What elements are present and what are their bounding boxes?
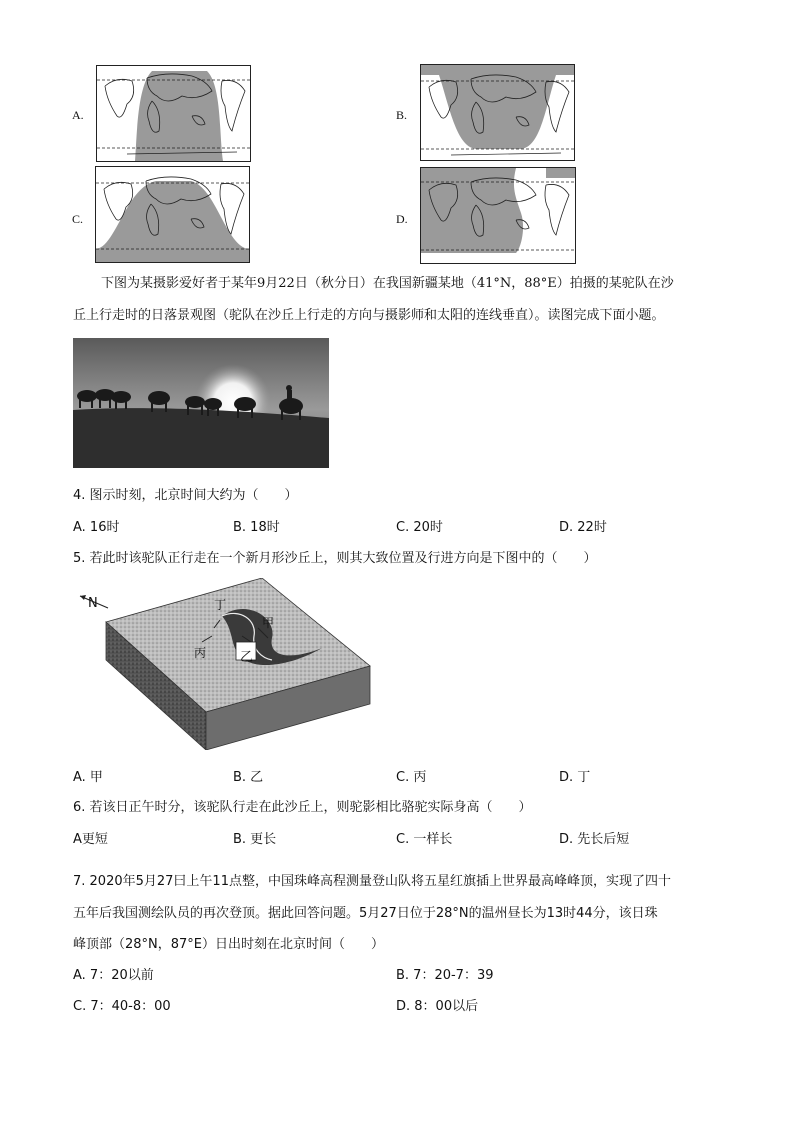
north-label: N [88,596,98,611]
intro-line-2: 丘上行走时的日落景观图（驼队在沙丘上行走的方向与摄影师和太阳的连线垂直）。读图完成下面小题。 [73,308,665,323]
q5-option-d[interactable]: D. 丁 [559,770,591,785]
q7-option-b[interactable]: B. 7：20-7：39 [396,968,494,983]
map-option-d [420,167,576,264]
dune-label-bing: 丙 [194,646,207,660]
q5-option-c[interactable]: C. 丙 [396,770,427,785]
q4-option-c[interactable]: C. 20时 [396,520,443,535]
q6-option-d[interactable]: D. 先长后短 [559,832,630,847]
dune-label-jia: 甲 [262,616,275,630]
option-c-label: C. [72,212,84,226]
q7-option-a[interactable]: A. 7：20以前 [73,968,154,983]
q6-option-c[interactable]: C. 一样长 [396,832,453,847]
q4-option-d[interactable]: D. 22时 [559,520,607,535]
question-7-line-3: 峰顶部（28°N，87°E）日出时刻在北京时间（ ） [73,937,385,952]
map-option-c [95,166,250,263]
q7-option-d[interactable]: D. 8：00以后 [396,999,479,1014]
q5-option-a[interactable]: A. 甲 [73,770,103,785]
question-7-line-1: 7. 2020年5月27曰上午11点整，中国珠峰高程测量登山队将五星红旗插上世界最高峰峰顶，实现了四十 [73,874,671,889]
q7-option-c[interactable]: C. 7：40-8：00 [73,999,171,1014]
q6-option-a[interactable]: A更短 [73,832,108,847]
dune-label-ding: 丁 [214,598,227,612]
q5-option-b[interactable]: B. 乙 [233,770,264,785]
q4-option-a[interactable]: A. 16时 [73,520,120,535]
q6-option-b[interactable]: B. 更长 [233,832,277,847]
question-6-stem: 6. 若该日正午时分，该驼队行走在此沙丘上，则驼影相比骆驼实际身高（ ） [73,800,532,815]
map-option-b [420,64,575,161]
intro-line-1: 下图为某摄影爱好者于某年9月22日（秋分日）在我国新疆某地（41°N，88°E）拍摄的某驼队在沙 [101,276,674,291]
question-4-stem: 4. 图示时刻，北京时间大约为（ ） [73,488,298,503]
question-7-line-2: 五年后我国测绘队员的再次登顶。据此回答问题。5月27日位于28°N的温州昼长为13时44分，该日珠 [73,906,658,921]
option-d-label: D. [396,212,408,226]
option-b-label: B. [396,108,408,122]
q4-option-b[interactable]: B. 18时 [233,520,280,535]
camel-caravan-photo [73,338,329,468]
question-5-stem: 5. 若此时该驼队正行走在一个新月形沙丘上，则其大致位置及行进方向是下图中的（ ） [73,551,597,566]
option-a-label: A. [72,108,84,122]
map-option-a [96,65,251,162]
dune-label-yi: 乙 [240,650,254,665]
